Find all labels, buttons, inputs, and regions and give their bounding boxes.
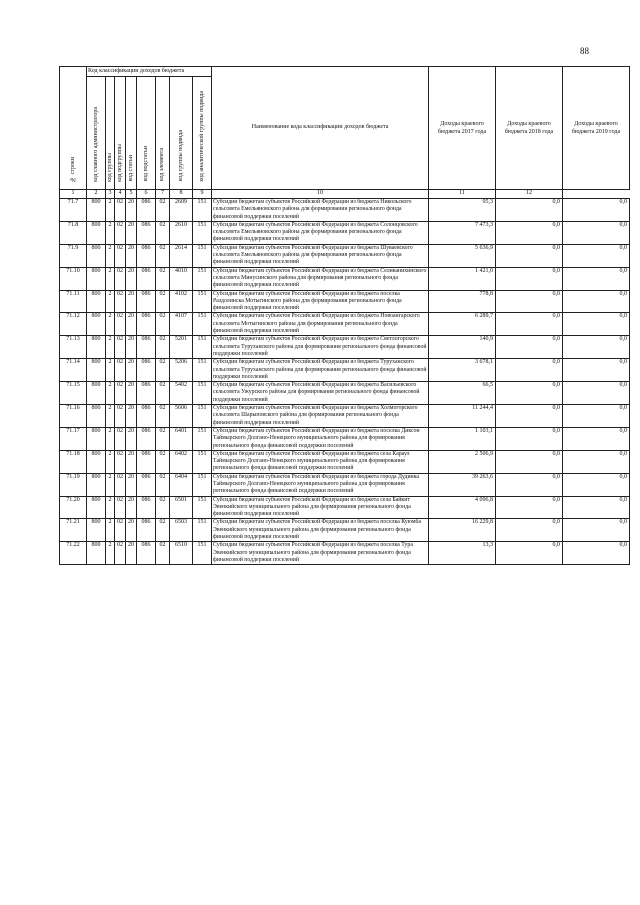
- income-2019: 0,0: [563, 290, 630, 313]
- element-code: 02: [156, 496, 170, 519]
- header-income-2018: Доходы краевого бюджета 2018 года: [496, 67, 563, 190]
- income-2019: 0,0: [563, 336, 630, 359]
- article-code: 20: [126, 496, 137, 519]
- row-number: 71.20: [60, 496, 87, 519]
- analytic-code: 151: [193, 267, 212, 290]
- analytic-code: 151: [193, 405, 212, 428]
- admin-code: 800: [87, 359, 106, 382]
- income-2017: 4 096,8: [429, 496, 496, 519]
- column-number: 11: [429, 190, 496, 199]
- income-name: Субсидии бюджетам субъектов Российской Федерации из бюджета села Караул Таймырского Долгано-Ненецкого муниципального района для формирования регионального фонда финансовой поддержки поселений: [212, 450, 429, 473]
- table-row: [60, 519, 630, 542]
- analytic-code: 151: [193, 519, 212, 542]
- page-number: 88: [580, 46, 589, 56]
- income-2018: 0,0: [496, 405, 563, 428]
- row-number: 71.10: [60, 267, 87, 290]
- substat-code: 086: [137, 359, 156, 382]
- income-name: Субсидии бюджетам субъектов Российской Федерации из бюджета поселка Диксон Таймырского Долгано-Ненецкого муниципального района для формирования регионального фонда финансовой поддержки поселений: [212, 427, 429, 450]
- row-number: 71.18: [60, 450, 87, 473]
- header-code-group: Код классификации доходов бюджета: [87, 67, 212, 77]
- income-name: Субсидии бюджетам субъектов Российской Федерации из бюджета Васильевского сельсовета Ужурского района для формирования регионального фонда финансовой поддержки поселений: [212, 382, 429, 405]
- element-code: 02: [156, 405, 170, 428]
- article-code: 20: [126, 542, 137, 565]
- element-code: 02: [156, 244, 170, 267]
- group-code: 2: [106, 221, 115, 244]
- income-2019: 0,0: [563, 450, 630, 473]
- table-row: [60, 313, 630, 336]
- income-2019: 0,0: [563, 496, 630, 519]
- income-2019: 0,0: [563, 199, 630, 222]
- income-2019: 0,0: [563, 519, 630, 542]
- income-2017: 39 263,6: [429, 473, 496, 496]
- article-code: 20: [126, 405, 137, 428]
- substat-code: 086: [137, 244, 156, 267]
- income-2018: 0,0: [496, 519, 563, 542]
- element-code: 02: [156, 336, 170, 359]
- income-2017: 6 289,7: [429, 313, 496, 336]
- subgroup-code: 02: [115, 496, 126, 519]
- table-row: [60, 382, 630, 405]
- header-income-2019: Доходы краевого бюджета 2019 года: [563, 67, 630, 190]
- table-row: [60, 244, 630, 267]
- element-code: 02: [156, 519, 170, 542]
- income-2017: 140,9: [429, 336, 496, 359]
- article-code: 20: [126, 519, 137, 542]
- column-number: 5: [126, 190, 137, 199]
- admin-code: 800: [87, 267, 106, 290]
- header-code-substat: код подстатьи: [137, 77, 156, 190]
- subtype-code: 6510: [170, 542, 193, 565]
- group-code: 2: [106, 267, 115, 290]
- element-code: 02: [156, 382, 170, 405]
- row-number: 71.16: [60, 405, 87, 428]
- column-number-row: [60, 190, 630, 199]
- subgroup-code: 02: [115, 336, 126, 359]
- subtype-code: 5201: [170, 336, 193, 359]
- substat-code: 086: [137, 267, 156, 290]
- income-2018: 0,0: [496, 199, 563, 222]
- income-2018: 0,0: [496, 221, 563, 244]
- income-name: Субсидии бюджетам субъектов Российской Федерации из бюджета села Байкит Эвенкийского муниципального района для формирования регионального фонда финансовой поддержки поселений: [212, 496, 429, 519]
- element-code: 02: [156, 267, 170, 290]
- column-number: 8: [170, 190, 193, 199]
- income-name: Субсидии бюджетам субъектов Российской Федерации из бюджета Светлогорского сельсовета Туруханского района для формирования регионального фонда финансовой поддержки поселений: [212, 336, 429, 359]
- substat-code: 086: [137, 336, 156, 359]
- subtype-code: 6503: [170, 519, 193, 542]
- table-row: [60, 199, 630, 222]
- table-row: [60, 405, 630, 428]
- subgroup-code: 02: [115, 221, 126, 244]
- article-code: 20: [126, 199, 137, 222]
- admin-code: 800: [87, 473, 106, 496]
- element-code: 02: [156, 542, 170, 565]
- header-code-admin: код главного администратора: [87, 77, 106, 190]
- subtype-code: 5402: [170, 382, 193, 405]
- row-number: 71.19: [60, 473, 87, 496]
- analytic-code: 151: [193, 382, 212, 405]
- subtype-code: 6404: [170, 473, 193, 496]
- column-number: 12: [496, 190, 563, 199]
- subgroup-code: 02: [115, 542, 126, 565]
- income-name: Субсидии бюджетам субъектов Российской Федерации из бюджета Солонцовского сельсовета Емельяновского района для формирования регионального фонда финансовой поддержки поселений: [212, 221, 429, 244]
- admin-code: 800: [87, 199, 106, 222]
- income-name: Субсидии бюджетам субъектов Российской Федерации из бюджета поселка Тура Эвенкийского муниципального района для формирования регионального фонда финансовой поддержки поселений: [212, 542, 429, 565]
- header-code-element: код элемента: [156, 77, 170, 190]
- table-row: [60, 221, 630, 244]
- income-2017: 11 244,4: [429, 405, 496, 428]
- table-row: [60, 427, 630, 450]
- income-2018: 0,0: [496, 359, 563, 382]
- header-code-subgroup: код подгруппы: [115, 77, 126, 190]
- column-number: 7: [156, 190, 170, 199]
- article-code: 20: [126, 450, 137, 473]
- group-code: 2: [106, 313, 115, 336]
- header-row-number: № строки: [60, 67, 87, 190]
- income-2019: 0,0: [563, 267, 630, 290]
- substat-code: 086: [137, 382, 156, 405]
- element-code: 02: [156, 359, 170, 382]
- income-2019: 0,0: [563, 221, 630, 244]
- subgroup-code: 02: [115, 313, 126, 336]
- row-number: 71.22: [60, 542, 87, 565]
- subgroup-code: 02: [115, 244, 126, 267]
- income-2018: 0,0: [496, 450, 563, 473]
- subtype-code: 2614: [170, 244, 193, 267]
- income-2018: 0,0: [496, 267, 563, 290]
- income-2018: 0,0: [496, 382, 563, 405]
- income-2017: 95,3: [429, 199, 496, 222]
- income-2019: 0,0: [563, 244, 630, 267]
- subgroup-code: 02: [115, 473, 126, 496]
- income-name: Субсидии бюджетам субъектов Российской Федерации из бюджета поселка Куюмба Эвенкийского муниципального района для формирования регионального фонда финансовой поддержки поселений: [212, 519, 429, 542]
- admin-code: 800: [87, 290, 106, 313]
- income-2018: 0,0: [496, 290, 563, 313]
- subgroup-code: 02: [115, 359, 126, 382]
- subgroup-code: 02: [115, 267, 126, 290]
- column-number: 10: [212, 190, 429, 199]
- analytic-code: 151: [193, 542, 212, 565]
- element-code: 02: [156, 221, 170, 244]
- header-name-column: Наименование кода классификации доходов бюджета: [212, 67, 429, 190]
- analytic-code: 151: [193, 496, 212, 519]
- income-2017: 16 229,8: [429, 519, 496, 542]
- subtype-code: 5606: [170, 405, 193, 428]
- element-code: 02: [156, 290, 170, 313]
- substat-code: 086: [137, 473, 156, 496]
- row-number: 71.14: [60, 359, 87, 382]
- analytic-code: 151: [193, 244, 212, 267]
- group-code: 2: [106, 427, 115, 450]
- subgroup-code: 02: [115, 450, 126, 473]
- substat-code: 086: [137, 405, 156, 428]
- table-row: [60, 473, 630, 496]
- income-2019: 0,0: [563, 382, 630, 405]
- income-2019: 0,0: [563, 542, 630, 565]
- income-2018: 0,0: [496, 496, 563, 519]
- income-2019: 0,0: [563, 427, 630, 450]
- subtype-code: 4107: [170, 313, 193, 336]
- article-code: 20: [126, 244, 137, 267]
- group-code: 2: [106, 542, 115, 565]
- row-number: 71.12: [60, 313, 87, 336]
- analytic-code: 151: [193, 473, 212, 496]
- article-code: 20: [126, 267, 137, 290]
- substat-code: 086: [137, 450, 156, 473]
- subgroup-code: 02: [115, 290, 126, 313]
- substat-code: 086: [137, 519, 156, 542]
- element-code: 02: [156, 427, 170, 450]
- group-code: 2: [106, 473, 115, 496]
- subtype-code: 6401: [170, 427, 193, 450]
- row-number: 71.9: [60, 244, 87, 267]
- table-row: [60, 336, 630, 359]
- income-2017: 66,5: [429, 382, 496, 405]
- article-code: 20: [126, 290, 137, 313]
- income-name: Субсидии бюджетам субъектов Российской Федерации из бюджета поселка Раздолинска Мотыгинского района для формирования регионального фонда финансовой поддержки поселений: [212, 290, 429, 313]
- subgroup-code: 02: [115, 519, 126, 542]
- table-body: [60, 199, 630, 565]
- subgroup-code: 02: [115, 427, 126, 450]
- substat-code: 086: [137, 221, 156, 244]
- analytic-code: 151: [193, 427, 212, 450]
- table-row: [60, 290, 630, 313]
- article-code: 20: [126, 427, 137, 450]
- income-2018: 0,0: [496, 427, 563, 450]
- group-code: 2: [106, 244, 115, 267]
- table-row: [60, 359, 630, 382]
- income-2017: 5 636,9: [429, 244, 496, 267]
- income-name: Субсидии бюджетам субъектов Российской Федерации из бюджета Никольского сельсовета Емельяновского района для формирования регионального фонда финансовой поддержки поселений: [212, 199, 429, 222]
- row-number: 71.17: [60, 427, 87, 450]
- column-number: 6: [137, 190, 156, 199]
- column-number: 3: [106, 190, 115, 199]
- income-name: Субсидии бюджетам субъектов Российской Федерации из бюджета Новоангарского сельсовета Мотыгинского района для формирования регионального фонда финансовой поддержки поселений: [212, 313, 429, 336]
- admin-code: 800: [87, 405, 106, 428]
- income-2017: 13,3: [429, 542, 496, 565]
- substat-code: 086: [137, 542, 156, 565]
- substat-code: 086: [137, 313, 156, 336]
- subgroup-code: 02: [115, 405, 126, 428]
- income-name: Субсидии бюджетам субъектов Российской Федерации из бюджета Шуваевского сельсовета Емельяновского района для формирования регионального фонда финансовой поддержки поселений: [212, 244, 429, 267]
- column-number: 9: [193, 190, 212, 199]
- income-2017: 7 473,3: [429, 221, 496, 244]
- admin-code: 800: [87, 336, 106, 359]
- analytic-code: 151: [193, 199, 212, 222]
- admin-code: 800: [87, 496, 106, 519]
- analytic-code: 151: [193, 290, 212, 313]
- analytic-code: 151: [193, 221, 212, 244]
- group-code: 2: [106, 359, 115, 382]
- admin-code: 800: [87, 427, 106, 450]
- element-code: 02: [156, 199, 170, 222]
- subtype-code: 4102: [170, 290, 193, 313]
- income-2018: 0,0: [496, 542, 563, 565]
- header-code-subtype: код группы подвида: [170, 77, 193, 190]
- admin-code: 800: [87, 313, 106, 336]
- column-number: 1: [60, 190, 87, 199]
- article-code: 20: [126, 336, 137, 359]
- header-code-group-code: код группы: [106, 77, 115, 190]
- subgroup-code: 02: [115, 199, 126, 222]
- group-code: 2: [106, 336, 115, 359]
- row-number: 71.15: [60, 382, 87, 405]
- subtype-code: 2610: [170, 221, 193, 244]
- table-row: [60, 496, 630, 519]
- income-2019: 0,0: [563, 473, 630, 496]
- income-name: Субсидии бюджетам субъектов Российской Федерации из бюджета города Дудинка Таймырского Долгано-Ненецкого муниципального района для формирования регионального фонда финансовой поддержки поселений: [212, 473, 429, 496]
- article-code: 20: [126, 382, 137, 405]
- admin-code: 800: [87, 221, 106, 244]
- row-number: 71.21: [60, 519, 87, 542]
- admin-code: 800: [87, 450, 106, 473]
- group-code: 2: [106, 450, 115, 473]
- article-code: 20: [126, 313, 137, 336]
- substat-code: 086: [137, 496, 156, 519]
- substat-code: 086: [137, 290, 156, 313]
- analytic-code: 151: [193, 450, 212, 473]
- row-number: 71.13: [60, 336, 87, 359]
- income-2019: 0,0: [563, 313, 630, 336]
- row-number: 71.8: [60, 221, 87, 244]
- income-name: Субсидии бюджетам субъектов Российской Федерации из бюджета Туруханского сельсовета Туруханского района для формирования регионального фонда финансовой поддержки поселений: [212, 359, 429, 382]
- subtype-code: 4010: [170, 267, 193, 290]
- income-name: Субсидии бюджетам субъектов Российской Федерации из бюджета Холмогорского сельсовета Шарыповского района для формирования регионального фонда финансовой поддержки поселений: [212, 405, 429, 428]
- group-code: 2: [106, 382, 115, 405]
- income-2018: 0,0: [496, 473, 563, 496]
- income-2019: 0,0: [563, 405, 630, 428]
- income-2019: 0,0: [563, 359, 630, 382]
- income-name: Субсидии бюджетам субъектов Российской Федерации из бюджета Селиванихинского сельсовета Минусинского района для формирования регионального фонда финансовой поддержки поселений: [212, 267, 429, 290]
- column-number: 2: [87, 190, 106, 199]
- header-code-article: код статьи: [126, 77, 137, 190]
- group-code: 2: [106, 496, 115, 519]
- income-2017: 3 678,1: [429, 359, 496, 382]
- income-2017: 1 103,1: [429, 427, 496, 450]
- element-code: 02: [156, 473, 170, 496]
- income-2018: 0,0: [496, 244, 563, 267]
- element-code: 02: [156, 313, 170, 336]
- element-code: 02: [156, 450, 170, 473]
- analytic-code: 151: [193, 336, 212, 359]
- income-2018: 0,0: [496, 336, 563, 359]
- article-code: 20: [126, 473, 137, 496]
- subgroup-code: 02: [115, 382, 126, 405]
- income-2017: 1 421,0: [429, 267, 496, 290]
- income-2017: 778,8: [429, 290, 496, 313]
- group-code: 2: [106, 519, 115, 542]
- group-code: 2: [106, 290, 115, 313]
- admin-code: 800: [87, 542, 106, 565]
- admin-code: 800: [87, 244, 106, 267]
- subtype-code: 6402: [170, 450, 193, 473]
- subtype-code: 2609: [170, 199, 193, 222]
- article-code: 20: [126, 359, 137, 382]
- analytic-code: 151: [193, 313, 212, 336]
- column-number: 4: [115, 190, 126, 199]
- income-2018: 0,0: [496, 313, 563, 336]
- analytic-code: 151: [193, 359, 212, 382]
- admin-code: 800: [87, 382, 106, 405]
- income-2017: 2 506,9: [429, 450, 496, 473]
- header-code-analytic: код аналитической группы подвида: [193, 77, 212, 190]
- row-number: 71.11: [60, 290, 87, 313]
- row-number: 71.7: [60, 199, 87, 222]
- budget-income-table: [59, 66, 630, 565]
- subtype-code: 5206: [170, 359, 193, 382]
- group-code: 2: [106, 405, 115, 428]
- substat-code: 086: [137, 199, 156, 222]
- table-row: [60, 542, 630, 565]
- article-code: 20: [126, 221, 137, 244]
- admin-code: 800: [87, 519, 106, 542]
- substat-code: 086: [137, 427, 156, 450]
- header-income-2017: Доходы краевого бюджета 2017 года: [429, 67, 496, 190]
- table-row: [60, 450, 630, 473]
- group-code: 2: [106, 199, 115, 222]
- subtype-code: 6501: [170, 496, 193, 519]
- table-row: [60, 267, 630, 290]
